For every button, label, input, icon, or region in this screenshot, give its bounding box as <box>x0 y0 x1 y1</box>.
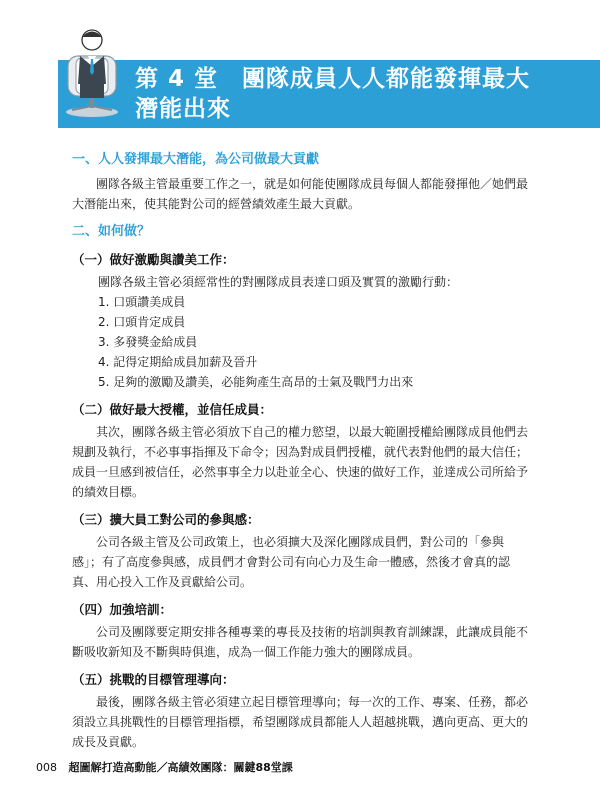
section-1-heading: 一、人人發揮最大潛能，為公司做最大貢獻 <box>72 152 320 167</box>
page-footer <box>36 759 293 775</box>
motivation-list <box>98 292 528 392</box>
businessman-chair-illustration <box>54 22 130 120</box>
chapter-title-line-2: 潛能出來 <box>135 96 231 122</box>
page-number: 008 <box>36 761 57 774</box>
chapter-title <box>135 64 595 124</box>
subsection-5-body: 最後，團隊各級主管必須建立起目標管理導向；每一次的工作、專案、任務，都必須設立具挑戰性的目標管理指標，希望團隊成員都能人人超越挑戰，邁向更高、更大的成長及貢獻。 <box>72 695 529 749</box>
subsection-2-heading: （二）做好最大授權，並信任成員： <box>72 402 273 417</box>
subsection-4-heading: （四）加強培訓： <box>72 602 173 617</box>
subsection-1-heading: （一）做好激勵與讚美工作： <box>72 252 235 267</box>
subsection-1-intro: 團隊各級主管必須經常性的對團隊成員表達口頭及實質的激勵行動： <box>98 275 459 289</box>
chapter-title-line-1: 第 4 堂 團隊成員人人都能發揮最大 <box>135 66 531 92</box>
subsection-3-heading: （三）擴大員工對公司的參與感： <box>72 512 260 527</box>
subsection-4-body: 公司及團隊要定期安排各種專業的專長及技術的培訓與教育訓練課，此讓成員能不斷吸收新知及不斷與時俱進，成為一個工作能力強大的團隊成員。 <box>72 625 529 659</box>
list-item: 5. 足夠的激勵及讚美，必能夠產生高昂的士氣及戰鬥力出來 <box>98 375 414 389</box>
list-item: 1. 口頭讚美成員 <box>98 295 186 309</box>
book-title: 超圖解打造高動能／高績效團隊：關鍵88堂課 <box>68 761 293 774</box>
section-1-body: 團隊各級主管最重要工作之一，就是如何能使團隊成員每個人都能發揮他／她們最大潛能出來，使其能對公司的經營績效產生最大貢獻。 <box>72 177 529 211</box>
list-item: 2. 口頭肯定成員 <box>98 315 186 329</box>
section-2-heading: 二、如何做？ <box>72 224 151 239</box>
subsection-5-heading: （五）挑戰的目標管理導向： <box>72 672 235 687</box>
subsection-3-body: 公司各級主管及公司政策上，也必須擴大及深化團隊成員們，對公司的「參與感」；有了高度參與感，成員們才會對公司有向心力及生命一體感，然後才會真的認真、用心投入工作及貢獻給公司。 <box>72 535 511 589</box>
article-body <box>72 150 528 752</box>
list-item: 3. 多發獎金給成員 <box>98 335 198 349</box>
list-item: 4. 記得定期給成員加薪及晉升 <box>98 355 258 369</box>
subsection-2-body: 其次，團隊各級主管必須放下自己的權力慾望，以最大範圍授權給團隊成員他們去規劃及執行，不必事事指揮及下命令；因為對成員們授權，就代表對他們的最大信任；成員一旦感到被信任，必然事事全力以赴並全心、快速的做好工作，並達成公司所給予的績效目標。 <box>72 425 529 499</box>
